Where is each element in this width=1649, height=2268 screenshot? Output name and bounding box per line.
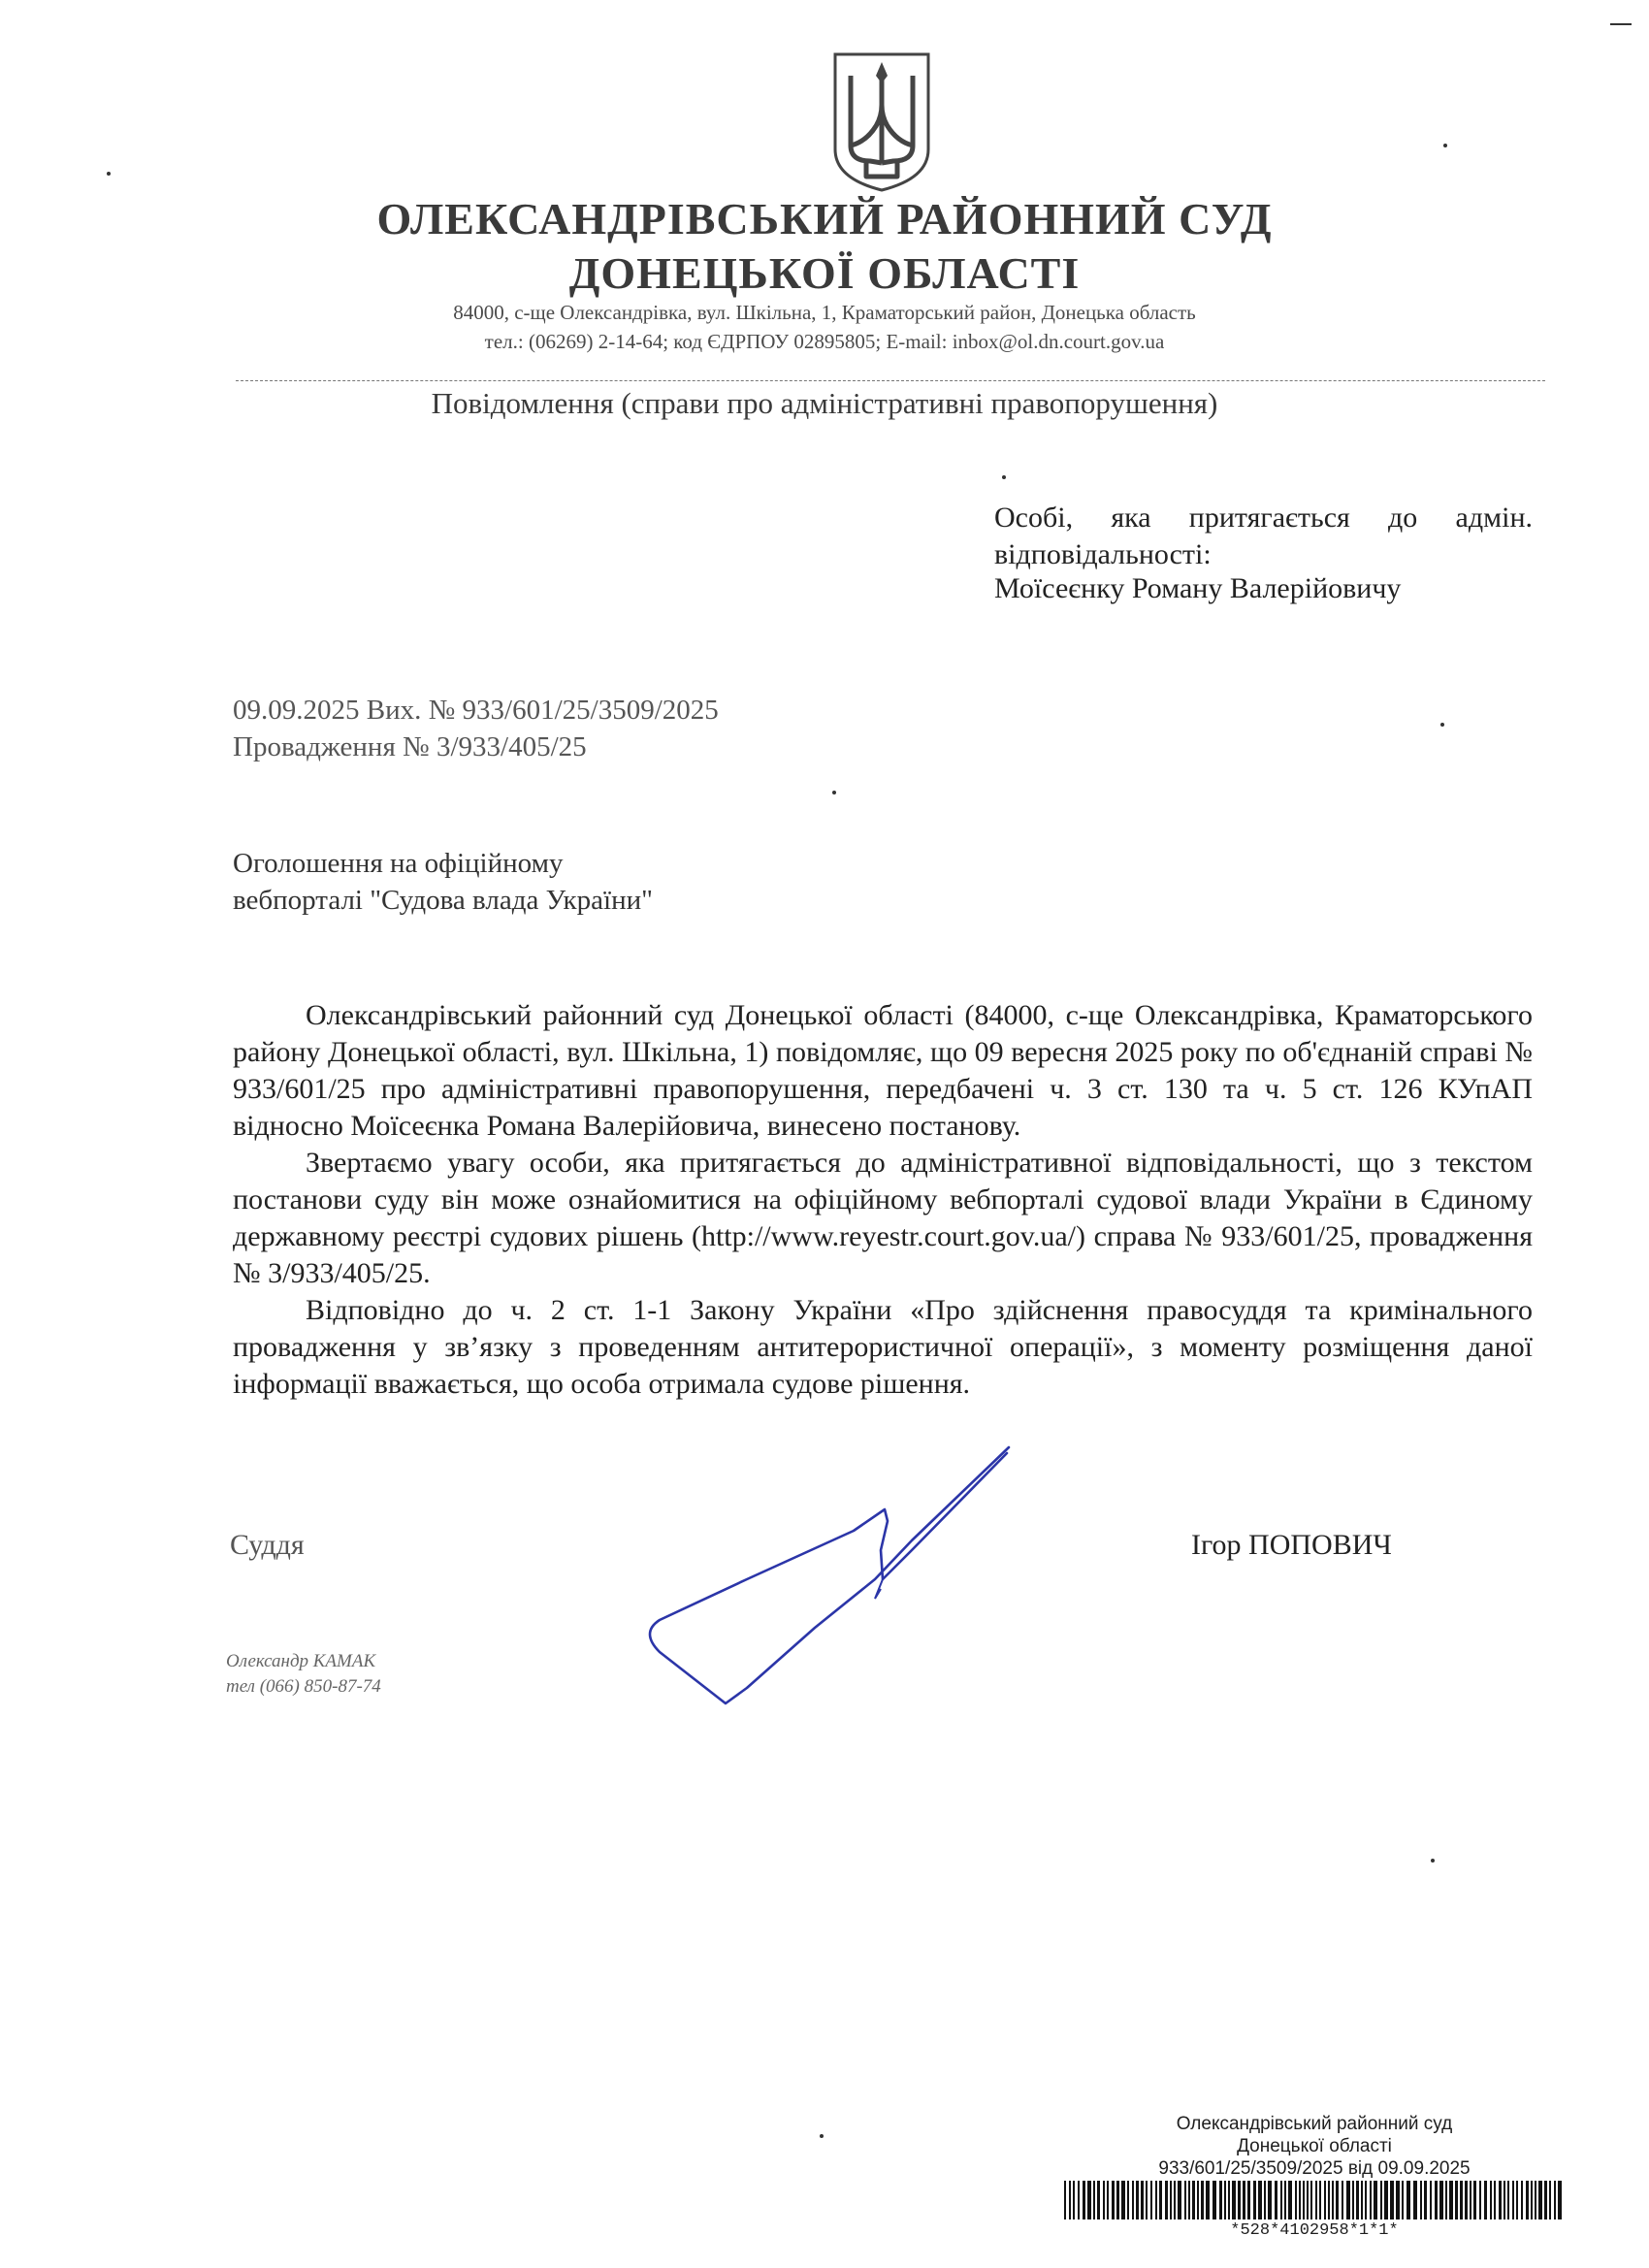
barcode-bar [1184,2181,1186,2219]
notice-title: Повідомлення (справи про адміністративні правопорушення) [431,386,1218,420]
barcode-bar [1224,2181,1226,2219]
barcode-bar [1228,2181,1230,2219]
body-paragraph: Відповідно до ч. 2 ст. 1-1 Закону України «Про здійснення правосуддя та кримінального провадження у зв’язку з проведенням антитерористичної операції», з моменту розміщення даної інформації вважається, що особа отримала судове рішення. [233,1294,1533,1400]
barcode-bar [1103,2181,1105,2219]
barcode-bar [1303,2181,1305,2219]
barcode-bar [1365,2181,1367,2219]
barcode-bar [1544,2181,1547,2219]
judge-role: Суддя [230,1529,305,1561]
notice-body [233,997,1533,1403]
barcode-bar [1253,2181,1256,2219]
barcode-bar [1275,2181,1277,2219]
barcode-bar [1268,2181,1272,2219]
barcode-bar [1315,2181,1317,2219]
addressee-name: Моїсеєнку Роману Валерійовичу [994,572,1402,604]
barcode-bar [1127,2181,1129,2219]
barcode-bar [1465,2181,1468,2219]
barcode-bar [1150,2181,1152,2219]
court-name-line1: ОЛЕКСАНДРІВСЬКИЙ РАЙОННИЙ СУД [376,194,1273,243]
barcode-bar [1284,2181,1286,2219]
barcode-bar [1352,2181,1354,2219]
barcode-bar [1328,2181,1330,2219]
barcode-bar [1512,2181,1514,2219]
court-address: 84000, с-ще Олександрівка, вул. Шкільна, 1, Краматорський район, Донецька область [453,301,1196,324]
outgoing-number: 09.09.2025 Вих. № 933/601/25/3509/2025 [233,695,719,726]
barcode-bar [1141,2181,1144,2219]
barcode-bar [1470,2181,1471,2219]
barcode-bar [1132,2181,1134,2219]
barcode-bar [1531,2181,1533,2219]
body-paragraph: Звертаємо увагу особи, яка притягається до адміністративної відповідальності, що з текстом постанови суду він може ознайомитися на офіційному вебпорталі судової влади України в Єдиному державному реєстрі судових рішень (http://www.reyestr.court.gov.ua/) справа № 933/601/25, провадження № 3/933/405/25. [233,1147,1533,1289]
barcode-bar [1507,2181,1509,2219]
scan-speck [1443,144,1447,147]
barcode-bar [1390,2181,1394,2219]
barcode-bar [1238,2181,1241,2219]
barcode-bar [1558,2181,1562,2219]
barcode-bar [1295,2181,1297,2219]
barcode-bar [1336,2181,1339,2219]
stamp-number: 933/601/25/3509/2025 від 09.09.2025 [1158,2158,1471,2179]
clerk-phone: тел (066) 850-87-74 [226,1676,381,1697]
barcode-bar [1430,2181,1432,2219]
barcode-bar [1324,2181,1326,2219]
barcode-bar [1310,2181,1312,2219]
barcode-bar [1370,2181,1372,2219]
barcode-bar [1121,2181,1125,2219]
barcode-bar [1413,2181,1417,2219]
scan-speck [107,172,111,176]
barcode-bar [1112,2181,1115,2219]
announcement-line1: Оголошення на офіційному [233,848,564,879]
barcode-bar [1206,2181,1210,2219]
barcode-bar [1402,2181,1404,2219]
barcode-bar [1384,2181,1388,2219]
barcode-bar [1535,2181,1536,2219]
barcode-bar [1116,2181,1119,2219]
scan-speck [1002,475,1006,479]
barcode-bar [1526,2181,1529,2219]
barcode-bar [1073,2181,1075,2219]
barcode-bar [1212,2181,1216,2219]
barcode-bar [1473,2181,1476,2219]
barcode-bar [1258,2181,1262,2219]
barcode-bar [1449,2181,1453,2219]
barcode-bar [1146,2181,1148,2219]
barcode-bar [1170,2181,1172,2219]
scan-speck [820,2134,824,2138]
court-name-line2: ДОНЕЦЬКОЇ ОБЛАСТІ [568,248,1081,298]
barcode-bar [1064,2181,1066,2219]
barcode-bar [1093,2181,1095,2219]
barcode-bar [1342,2181,1343,2219]
barcode-bar [1420,2181,1422,2219]
barcode-bar [1159,2181,1162,2219]
barcode-bar [1346,2181,1350,2219]
scan-speck [1440,723,1444,727]
scan-speck [1431,1859,1435,1863]
stamp-region: Донецької області [1237,2136,1392,2156]
handwritten-signature [621,1434,1028,1715]
header-divider [236,380,1545,381]
barcode-bar [1136,2181,1139,2219]
barcode-bar [1192,2181,1195,2219]
stamp-court: Олександрівський районний суд [1176,2114,1453,2134]
announcement-line2: вебпорталі "Судова влада України" [233,885,653,916]
barcode-bar [1435,2181,1438,2219]
barcode-bar [1280,2181,1282,2219]
barcode-bar [1288,2181,1292,2219]
addressee-line: Особі, яка притягається до адмін. відповідальності: [994,502,1533,570]
barcode-bar [1069,2181,1071,2219]
barcode-bar [1165,2181,1168,2219]
barcode-bar [1307,2181,1309,2219]
barcode-bar [1087,2181,1091,2219]
clerk-name: Олександр КАМАК [226,1651,376,1671]
barcode-bar [1107,2181,1109,2219]
barcode-bar [1247,2181,1250,2219]
barcode-bar [1197,2181,1199,2219]
barcode-bar [1232,2181,1236,2219]
barcode-bar [1460,2181,1463,2219]
barcode-bar [1174,2181,1176,2219]
barcode-bar [1538,2181,1542,2219]
barcode-bar [1299,2181,1301,2219]
scan-speck [832,791,836,794]
barcode-bar [1243,2181,1245,2219]
barcode-bar [1504,2181,1505,2219]
barcode-bar [1494,2181,1496,2219]
body-paragraph: Олександрівський районний суд Донецької області (84000, с-ще Олександрівка, Краматорського району Донецької області, вул. Шкільна, 1) повідомляє, що 09 вересня 2025 року по об'єднаній справі № 933/601/25 про адміністративні правопорушення, передбачені ч. 3 ст. 130 та ч. 5 ст. 126 КУпАП відносно Моїсеєнка Романа Валерійовича, винесено постанову. [233,999,1533,1142]
barcode-bar [1490,2181,1492,2219]
barcode-bar [1332,2181,1334,2219]
barcode-bar [1554,2181,1556,2219]
barcode-bar [1455,2181,1458,2219]
barcode-bar [1521,2181,1523,2219]
registration-stamp [1062,2113,1567,2180]
scan-mark [1610,23,1632,25]
barcode-bar [1356,2181,1359,2219]
barcode-bar [1549,2181,1551,2219]
barcode-bar [1499,2181,1502,2219]
barcode-bar [1374,2181,1377,2219]
barcode-text: *528*4102958*1*1* [1230,2221,1399,2240]
barcode-bar [1188,2181,1190,2219]
barcode-bar [1406,2181,1410,2219]
barcode-bar [1201,2181,1204,2219]
barcode-bar [1439,2181,1443,2219]
barcode-bar [1380,2181,1382,2219]
barcode-bar [1097,2181,1100,2219]
barcode-bar [1155,2181,1157,2219]
judge-name: Ігор ПОПОВИЧ [1191,1529,1392,1561]
barcode-bar [1078,2181,1080,2219]
barcode-bar [1178,2181,1181,2219]
barcode-bar [1479,2181,1481,2219]
barcode-bar [1445,2181,1447,2219]
coat-of-arms-icon [827,49,936,192]
barcode-bar [1516,2181,1518,2219]
barcode-bar [1083,2181,1085,2219]
barcode-bar [1219,2181,1222,2219]
barcode-bar [1361,2181,1363,2219]
proceeding-number: Провадження № 3/933/405/25 [233,731,587,762]
barcode-bar [1424,2181,1427,2219]
barcode-bar [1264,2181,1266,2219]
barcode-bar [1396,2181,1400,2219]
barcode [1064,2181,1565,2219]
barcode-bar [1484,2181,1487,2219]
barcode-bar [1319,2181,1321,2219]
court-contacts: тел.: (06269) 2-14-64; код ЄДРПОУ 02895805; E-mail: inbox@ol.dn.court.gov.ua [484,330,1165,353]
